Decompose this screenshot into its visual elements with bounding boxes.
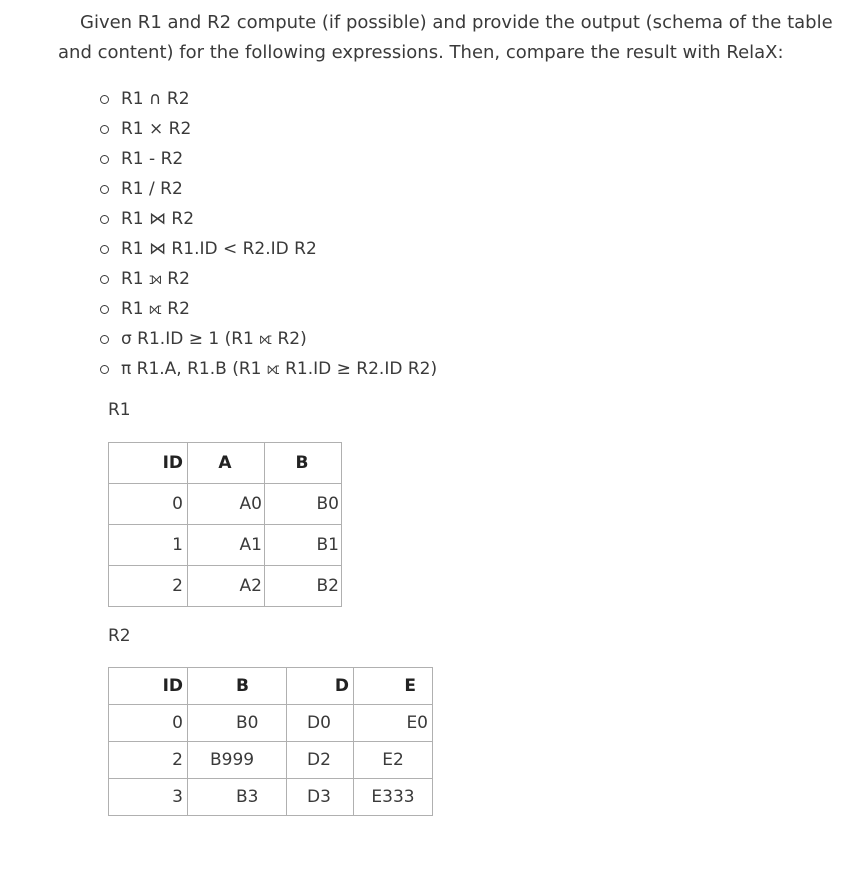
bullet-icon bbox=[100, 275, 109, 284]
expression-text: R1 - R2 bbox=[121, 149, 184, 169]
expression-text: R1 ⟖ R2 bbox=[121, 299, 190, 319]
r2-table bbox=[108, 667, 433, 816]
table-row bbox=[109, 525, 342, 566]
expression-text: R1 × R2 bbox=[121, 119, 192, 139]
table-cell: A1 bbox=[188, 525, 265, 566]
table-row bbox=[109, 742, 433, 779]
r1-label: R1 bbox=[108, 400, 131, 420]
table-cell: B1 bbox=[265, 525, 342, 566]
expression-list bbox=[100, 84, 437, 384]
table-cell: A2 bbox=[188, 566, 265, 607]
r1-table bbox=[108, 442, 342, 607]
expression-item bbox=[100, 234, 437, 264]
expression-item bbox=[100, 144, 437, 174]
intro-paragraph: Given R1 and R2 compute (if possible) and provide the output (schema of the table and content) for the following expressions. Then, compare the result with RelaX: bbox=[58, 12, 833, 63]
table-cell: E0 bbox=[354, 705, 433, 742]
table-cell: 3 bbox=[109, 779, 188, 816]
table-cell: A0 bbox=[188, 484, 265, 525]
column-header: A bbox=[188, 443, 265, 484]
column-header: ID bbox=[109, 443, 188, 484]
r2-label: R2 bbox=[108, 626, 131, 646]
bullet-icon bbox=[100, 365, 109, 374]
table-cell: 0 bbox=[109, 484, 188, 525]
expression-text: R1 ⋈ R1.ID < R2.ID R2 bbox=[121, 239, 317, 259]
bullet-icon bbox=[100, 245, 109, 254]
bullet-icon bbox=[100, 95, 109, 104]
table-cell: B0 bbox=[188, 705, 287, 742]
expression-item bbox=[100, 204, 437, 234]
table-row bbox=[109, 705, 433, 742]
table-header-row bbox=[109, 668, 433, 705]
expression-item bbox=[100, 264, 437, 294]
table-cell: 0 bbox=[109, 705, 188, 742]
table-row bbox=[109, 566, 342, 607]
table-cell: B999 bbox=[188, 742, 287, 779]
expression-item bbox=[100, 324, 437, 354]
expression-item bbox=[100, 294, 437, 324]
bullet-icon bbox=[100, 215, 109, 224]
table-cell: D2 bbox=[287, 742, 354, 779]
column-header: D bbox=[287, 668, 354, 705]
bullet-icon bbox=[100, 305, 109, 314]
table-cell: 2 bbox=[109, 742, 188, 779]
bullet-icon bbox=[100, 155, 109, 164]
expression-item bbox=[100, 174, 437, 204]
expression-text: R1 ∩ R2 bbox=[121, 89, 190, 109]
bullet-icon bbox=[100, 335, 109, 344]
table-cell: D0 bbox=[287, 705, 354, 742]
table-cell: E2 bbox=[354, 742, 433, 779]
expression-text: R1 ⟕ R2 bbox=[121, 269, 190, 289]
table-cell: 1 bbox=[109, 525, 188, 566]
column-header: B bbox=[188, 668, 287, 705]
table-cell: B0 bbox=[265, 484, 342, 525]
expression-item bbox=[100, 84, 437, 114]
table-row bbox=[109, 779, 433, 816]
expression-text: σ R1.ID ≥ 1 (R1 ⟖ R2) bbox=[121, 329, 307, 349]
expression-text: R1 / R2 bbox=[121, 179, 183, 199]
bullet-icon bbox=[100, 185, 109, 194]
table-row bbox=[109, 484, 342, 525]
bullet-icon bbox=[100, 125, 109, 134]
table-cell: D3 bbox=[287, 779, 354, 816]
column-header: E bbox=[354, 668, 433, 705]
expression-text: π R1.A, R1.B (R1 ⟖ R1.ID ≥ R2.ID R2) bbox=[121, 359, 438, 379]
table-cell: 2 bbox=[109, 566, 188, 607]
table-cell: B2 bbox=[265, 566, 342, 607]
table-header-row bbox=[109, 443, 342, 484]
expression-text: R1 ⋈ R2 bbox=[121, 209, 195, 229]
column-header: ID bbox=[109, 668, 188, 705]
expression-item bbox=[100, 354, 437, 384]
column-header: B bbox=[265, 443, 342, 484]
table-cell: B3 bbox=[188, 779, 287, 816]
expression-item bbox=[100, 114, 437, 144]
table-cell: E333 bbox=[354, 779, 433, 816]
